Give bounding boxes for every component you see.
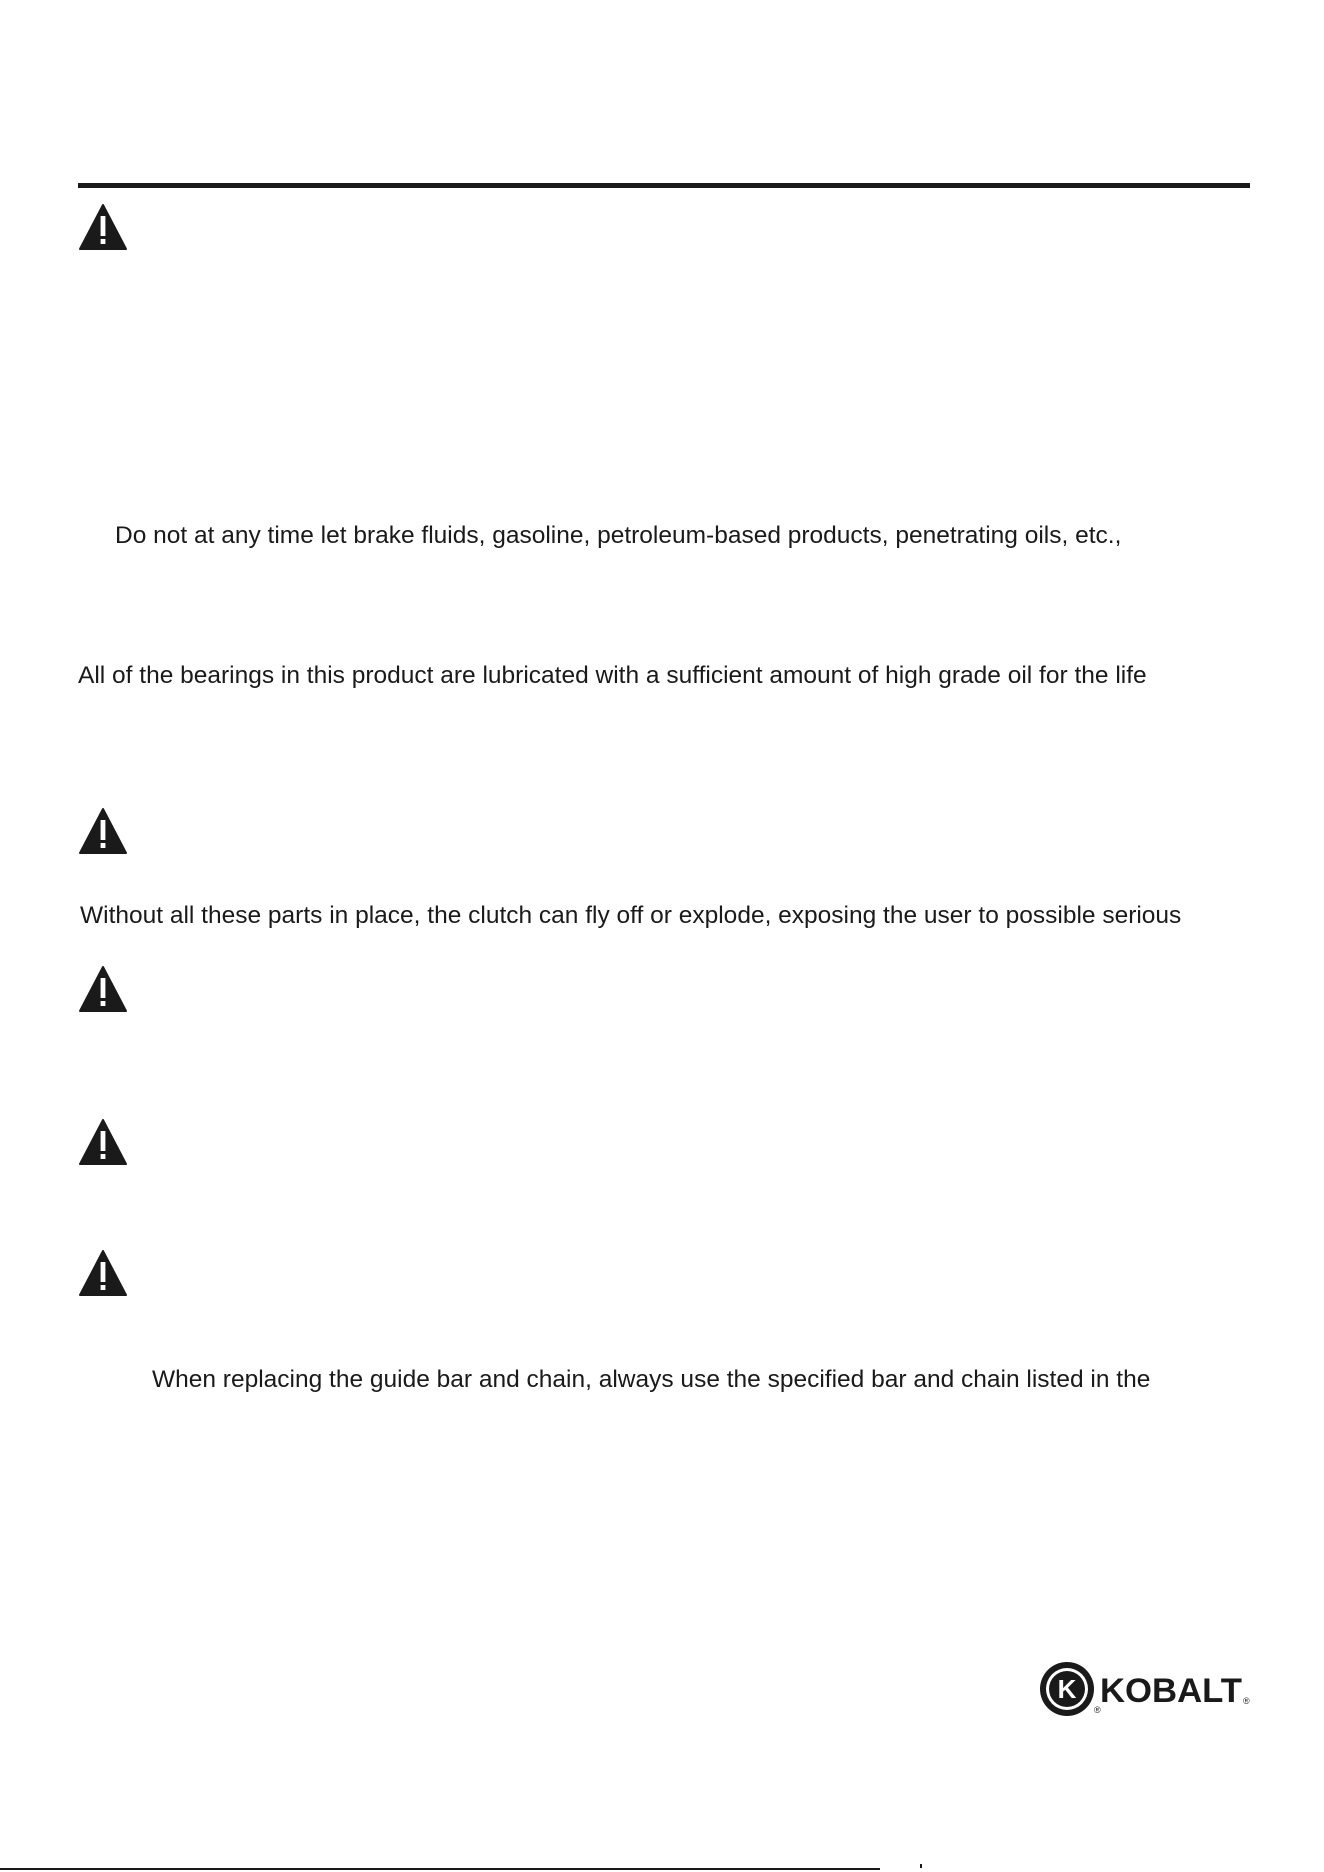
footer-rule xyxy=(0,1868,880,1870)
warning-triangle-icon xyxy=(78,965,128,1013)
guide-bar-text: When replacing the guide bar and chain, always use the specified bar and chain listed in the xyxy=(152,1366,1151,1393)
header-rule xyxy=(78,183,1250,188)
warning-triangle-icon xyxy=(78,807,128,855)
logo-mark: K xyxy=(1057,1674,1077,1704)
logo-wordmark: KOBALT xyxy=(1100,1672,1243,1710)
warning-triangle-icon xyxy=(78,203,128,251)
brake-fluids-text: Do not at any time let brake fluids, gasoline, petroleum-based products, penetrating oils, etc., xyxy=(115,522,1122,549)
kobalt-logo xyxy=(1038,1660,1252,1718)
footer-tick xyxy=(920,1864,922,1868)
warning-triangle-icon xyxy=(78,1118,128,1166)
bearings-text: All of the bearings in this product are lubricated with a sufficient amount of high grade oil for the life xyxy=(78,662,1147,689)
warning-triangle-icon xyxy=(78,1249,128,1297)
logo-registered-mark: ® xyxy=(1094,1705,1101,1715)
clutch-warning-text: Without all these parts in place, the clutch can fly off or explode, exposing the user to possible serious xyxy=(80,902,1182,929)
logo-registered-mark: ® xyxy=(1243,1696,1250,1706)
